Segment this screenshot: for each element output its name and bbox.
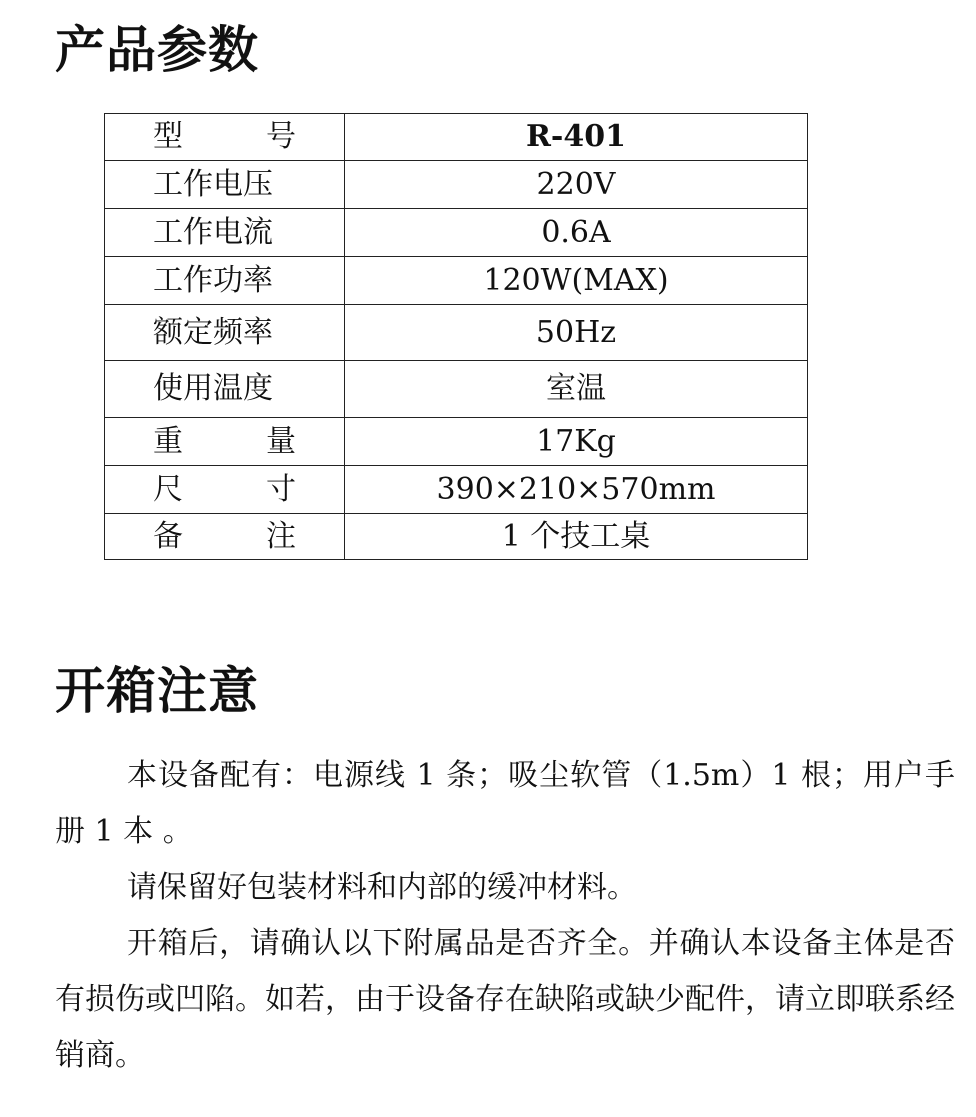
product-parameters-table	[104, 113, 808, 560]
unboxing-notes-body	[55, 748, 955, 1084]
row-value-frequency: 50Hz	[345, 305, 808, 361]
row-label-power: 工作功率	[105, 257, 345, 305]
row-label-temperature: 使用温度	[105, 361, 345, 418]
note-paragraph-packaging: 请保留好包装材料和内部的缓冲材料。	[127, 870, 637, 905]
note-paragraph-inspection: 开箱后，请确认以下附属品是否齐全。并确认本设备主体是否有损伤或凹陷。如若，由于设备存在缺陷或缺少配件，请立即联系经销商。	[55, 926, 955, 1073]
note-paragraph-accessories: 本设备配有：电源线 1 条；吸尘软管（1.5m）1 根；用户手册 1 本 。	[55, 758, 955, 849]
table-row	[105, 361, 808, 418]
table-row	[105, 209, 808, 257]
row-label-voltage: 工作电压	[105, 161, 345, 209]
row-label-model: 型 号	[105, 114, 345, 161]
row-value-voltage: 220V	[345, 161, 808, 209]
table-row	[105, 257, 808, 305]
section-title-unboxing-notes: 开箱注意	[55, 662, 259, 720]
table-row	[105, 466, 808, 514]
row-value-remarks: 1 个技工桌	[345, 514, 808, 560]
row-label-size: 尺 寸	[105, 466, 345, 514]
table-row	[105, 305, 808, 361]
section-title-product-parameters: 产品参数	[55, 21, 259, 79]
table-row	[105, 161, 808, 209]
row-value-weight: 17Kg	[345, 418, 808, 466]
row-value-size: 390×210×570mm	[345, 466, 808, 514]
row-value-current: 0.6A	[345, 209, 808, 257]
row-label-current: 工作电流	[105, 209, 345, 257]
table-row	[105, 418, 808, 466]
row-label-remarks: 备 注	[105, 514, 345, 560]
table-row	[105, 514, 808, 560]
row-label-weight: 重 量	[105, 418, 345, 466]
row-value-temperature: 室温	[345, 361, 808, 418]
table-row	[105, 114, 808, 161]
row-value-model: R-401	[345, 114, 808, 161]
row-label-frequency: 额定频率	[105, 305, 345, 361]
row-value-power: 120W(MAX)	[345, 257, 808, 305]
